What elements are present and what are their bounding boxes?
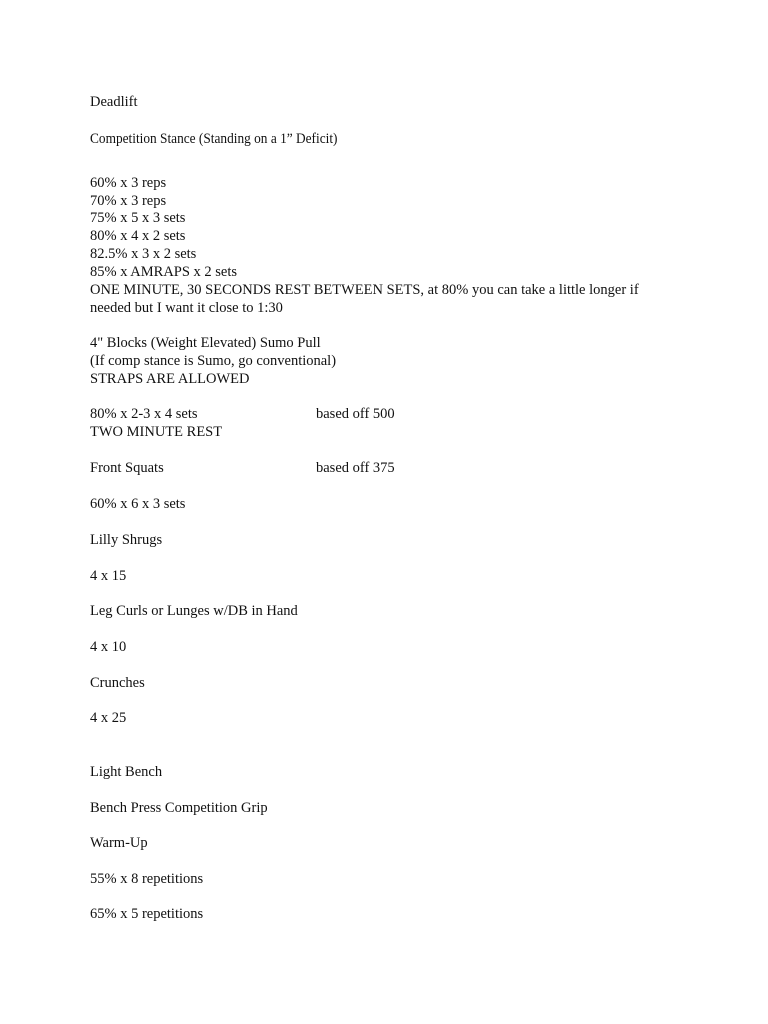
block-pull-rest: TWO MINUTE REST xyxy=(90,424,223,440)
deadlift-set-1: 60% x 3 reps xyxy=(90,175,167,191)
light-bench-set-2: 65% x 5 repetitions xyxy=(90,906,204,922)
leg-curls-heading: Leg Curls or Lunges w/DB in Hand xyxy=(90,603,298,619)
light-bench-subtitle: Bench Press Competition Grip xyxy=(90,800,268,816)
block-pull-note: (If comp stance is Sumo, go conventional) xyxy=(90,353,337,369)
block-pull-set: 80% x 2-3 x 4 sets xyxy=(90,406,198,422)
front-squats-set: 60% x 6 x 3 sets xyxy=(90,496,186,512)
crunches-heading: Crunches xyxy=(90,675,145,691)
block-pull-straps: STRAPS ARE ALLOWED xyxy=(90,371,250,387)
deadlift-heading: Deadlift xyxy=(90,94,138,110)
deadlift-stance-subtitle xyxy=(90,130,359,148)
crunches-set: 4 x 25 xyxy=(90,710,127,726)
deadlift-set-5: 82.5% x 3 x 2 sets xyxy=(90,246,197,262)
light-bench-set-1: 55% x 8 repetitions xyxy=(90,871,204,887)
lilly-shrugs-heading: Lilly Shrugs xyxy=(90,532,163,548)
light-bench-heading: Light Bench xyxy=(90,764,163,780)
deadlift-set-3: 75% x 5 x 3 sets xyxy=(90,210,186,226)
deadlift-rest-note-line2: needed but I want it close to 1:30 xyxy=(90,300,283,316)
front-squats-heading: Front Squats xyxy=(90,460,164,476)
light-bench-warmup: Warm-Up xyxy=(90,835,148,851)
deadlift-set-6: 85% x AMRAPS x 2 sets xyxy=(90,264,238,280)
deadlift-stance-text: Competition Stance (Standing on a 1” Deficit) xyxy=(90,131,338,147)
lilly-shrugs-set: 4 x 15 xyxy=(90,568,127,584)
block-pull-based-off: based off 500 xyxy=(316,406,395,422)
deadlift-set-4: 80% x 4 x 2 sets xyxy=(90,228,186,244)
leg-curls-set: 4 x 10 xyxy=(90,639,127,655)
deadlift-set-2: 70% x 3 reps xyxy=(90,193,167,209)
block-pull-heading: 4" Blocks (Weight Elevated) Sumo Pull xyxy=(90,335,321,351)
front-squats-based-off: based off 375 xyxy=(316,460,395,476)
deadlift-rest-note-line1: ONE MINUTE, 30 SECONDS REST BETWEEN SETS, at 80% you can take a little longer if xyxy=(90,282,639,298)
